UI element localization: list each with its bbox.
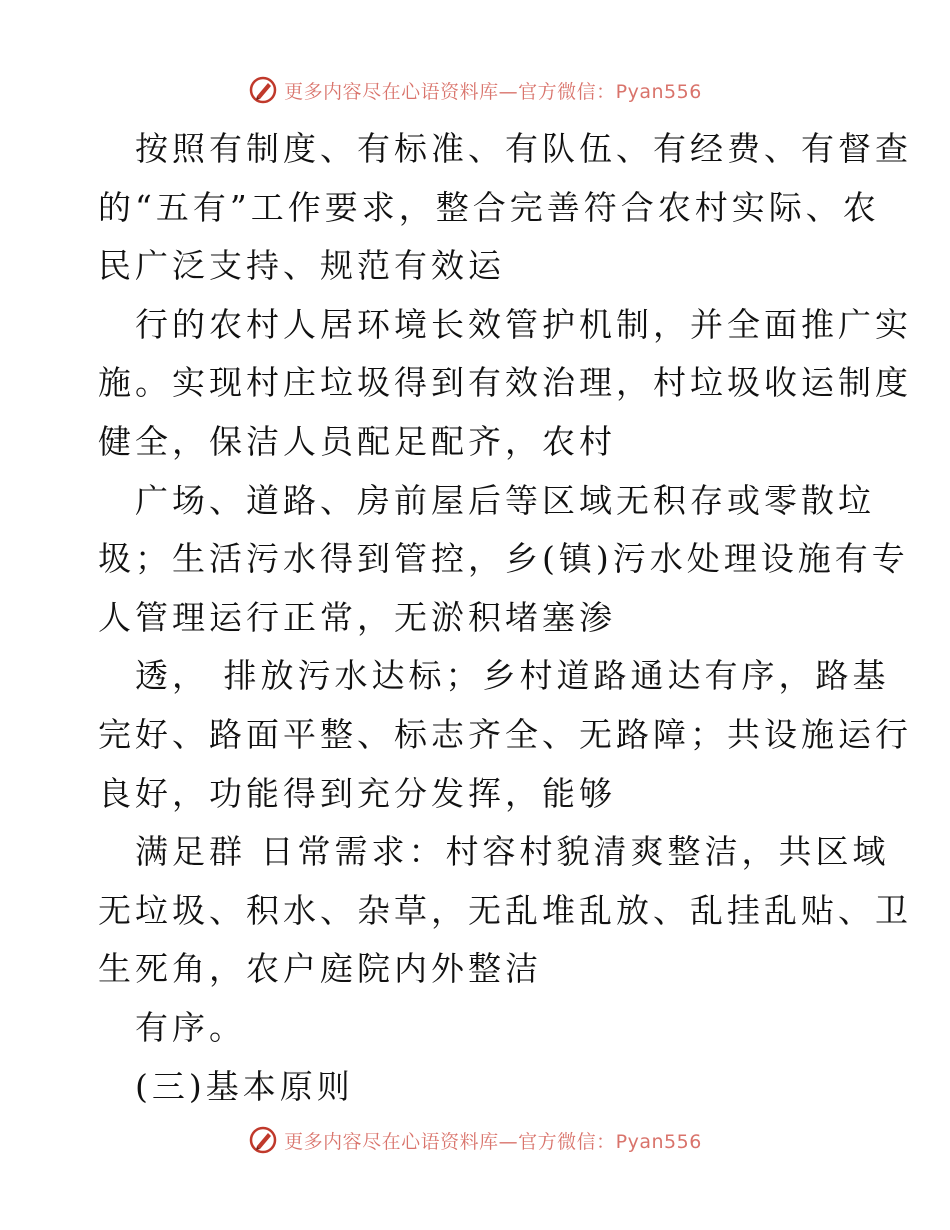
watermark-text: 更多内容尽在心语资料库—官方微信：Pyan556 xyxy=(284,80,702,103)
text-line: 圾；生活污水得到管控，乡(镇)污水处理设施有专 xyxy=(98,539,909,579)
text-line: 无垃圾、积水、杂草，无乱堆乱放、乱挂乱贴、卫 xyxy=(98,890,912,930)
text-line: 人管理运行正常，无淤积堵塞渗 xyxy=(98,597,616,637)
text-line: (三)基本原则 xyxy=(135,1066,354,1106)
text-line: 广场、道路、房前屋后等区域无积存或零散垃 xyxy=(135,480,875,520)
pen-circle-logo-icon xyxy=(248,75,278,105)
text-line: 良好，功能得到充分发挥，能够 xyxy=(98,773,616,813)
paragraph xyxy=(98,120,912,296)
paragraph xyxy=(98,472,909,648)
text-line: 透， 排放污水达标；乡村道路通达有序，路基 xyxy=(135,656,890,696)
text-line: 行的农村人居环境长效管护机制，并全面推广实 xyxy=(135,304,912,344)
watermark-text: 更多内容尽在心语资料库—官方微信：Pyan556 xyxy=(284,1130,702,1153)
paragraph xyxy=(98,999,858,1058)
text-line: 满足群 日常需求：村容村貌清爽整洁，共区域 xyxy=(135,832,890,872)
text-line: 施。实现村庄垃圾得到有效治理，村垃圾收运制度 xyxy=(98,363,912,403)
document-body xyxy=(98,120,912,1116)
pen-circle-logo-icon xyxy=(248,1125,278,1155)
text-line: 民广泛支持、规范有效运 xyxy=(98,246,505,286)
text-line: 健全，保洁人员配足配齐，农村 xyxy=(98,421,616,461)
section-heading xyxy=(98,1058,858,1117)
paragraph xyxy=(98,823,912,999)
text-line: 的“五有”工作要求，整合完善符合农村实际、农 xyxy=(98,187,880,227)
text-line: 完好、路面平整、标志齐全、无路障；共设施运行 xyxy=(98,714,912,754)
text-line: 生死角，农户庭院内外整洁 xyxy=(98,949,542,989)
header-watermark xyxy=(0,72,950,108)
paragraph xyxy=(98,647,912,823)
text-line: 有序。 xyxy=(135,1007,246,1047)
footer-watermark xyxy=(0,1122,950,1158)
text-line: 按照有制度、有标准、有队伍、有经费、有督查 xyxy=(135,129,912,168)
paragraph xyxy=(98,296,912,472)
